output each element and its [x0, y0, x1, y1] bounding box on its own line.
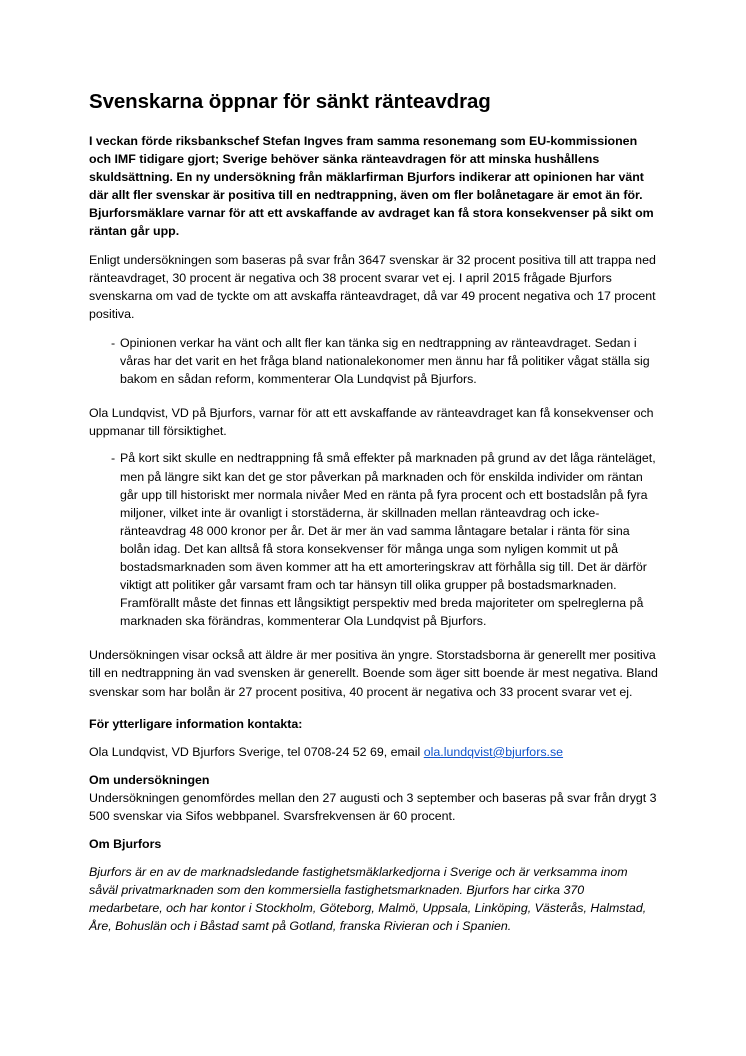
body-paragraph-1: Enligt undersökningen som baseras på svar från 3647 svenskar är 32 procent positiva till att trappa ned ränteavdraget, 30 procent är negativa och 38 procent svarar vet ej. I april 2015 frågade Bjurfors svenskarna om vad de tyckte om att avskaffa ränteavdraget, då var 49 procent negativa och 17 procent positiva. [89, 252, 656, 321]
body-paragraph-3: Undersökningen visar också att äldre är mer positiva än yngre. Storstadsborna är generellt mer positiva till en nedtrappning än vad svensken är generellt. Boende som äger sitt boende är mest negativa. Bland svenskar som har bolån är 27 procent positiva, 40 procent är negativa och 33 procent svarar vet ej. [89, 648, 658, 699]
email-link[interactable]: ola.lundqvist@bjurfors.se [423, 744, 564, 759]
contact-text: Ola Lundqvist, VD Bjurfors Sverige, tel 0708-24 52 69, email [89, 744, 424, 759]
about-heading: Om Bjurfors [89, 837, 162, 852]
bullet-marker: - [111, 451, 116, 466]
lead-paragraph: I veckan förde riksbankschef Stefan Ingves fram samma resonemang som EU-kommissionen och IMF tidigare gjort; Sverige behöver sänka ränteavdragen för att minska hushållens skuldsättning. En ny undersökning från mäklarfirman Bjurfors indikerar att opinionen har vänt där allt fler svenskar är positiva till en nedtrappning, även om fler bolånetagare är emot än för. Bjurforsmäklare varnar för att ett avskaffande av avdraget kan få stora konsekvenser på sikt om räntan går upp. [89, 134, 654, 239]
about-text: Bjurfors är en av de marknadsledande fastighetsmäklarkedjorna i Sverige och är verksamma inom såväl privatmarknaden som den kommersiella fastighetsmarknaden. Bjurfors har cirka 370 medarbetare, och har kontor i Stockholm, Göteborg, Malmö, Uppsala, Linköping, Västerås, Halmstad, Åre, Bohuslän och i Båstad samt på Gotland, franska Rivieran och i Spanien. [89, 865, 647, 934]
bullet-marker: - [111, 335, 116, 350]
contact-heading: För ytterligare information kontakta: [89, 716, 303, 731]
quote-text-2: På kort sikt skulle en nedtrappning få små effekter på marknaden på grund av det låga ränteläget, men på längre sikt kan det ge stor påverkan på marknaden och för enskilda individer om räntan går upp till historiskt mer normala nivåer Med en ränta på fyra procent och ett bostadslån på fyra miljoner, vilket inte är ovanligt i storstäderna, är skillnaden mellan ränteavdrag och icke-ränteavdrag 48 000 kronor per år. Det är mer än vad samma låntagare betalar i ränta för sina bolån idag. Det kan alltså få stora konsekvenser för många unga som nyligen kommit ut på bostadsmarknaden som även kommer att ha ett amorteringskrav att förhålla sig till. Det är därför viktigt att politiker går varsamt fram och tar hänsyn till olika grupper på bostadsmarknaden. Framförallt måste det finnas ett långsiktigt perspektiv med breda majoriteter om spelreglerna på marknaden ska förändras, kommenterar Ola Lundqvist på Bjurfors. [120, 451, 656, 629]
quote-bullet-2 [89, 449, 659, 630]
quote-bullet-1 [89, 334, 659, 388]
contact-line [89, 743, 659, 761]
body-paragraph-2: Ola Lundqvist, VD på Bjurfors, varnar för att ett avskaffande av ränteavdraget kan få konsekvenser och uppmanar till försiktighet. [89, 406, 654, 439]
survey-text: Undersökningen genomfördes mellan den 27 augusti och 3 september och baseras på svar från drygt 3 500 svenskar via Sifos webbpanel. Svarsfrekvensen är 60 procent. [89, 790, 657, 823]
quote-text-1: Opinionen verkar ha vänt och allt fler kan tänka sig en nedtrappning av ränteavdraget. Sedan i våras har det varit en het fråga bland nationalekonomer men ännu har få politiker vågat ställa sig bakom en sådan reform, kommenterar Ola Lundqvist på Bjurfors. [120, 335, 650, 387]
page-title: Svenskarna öppnar för sänkt ränteavdrag [89, 90, 491, 113]
survey-heading: Om undersökningen [89, 772, 210, 787]
press-release [89, 90, 659, 936]
